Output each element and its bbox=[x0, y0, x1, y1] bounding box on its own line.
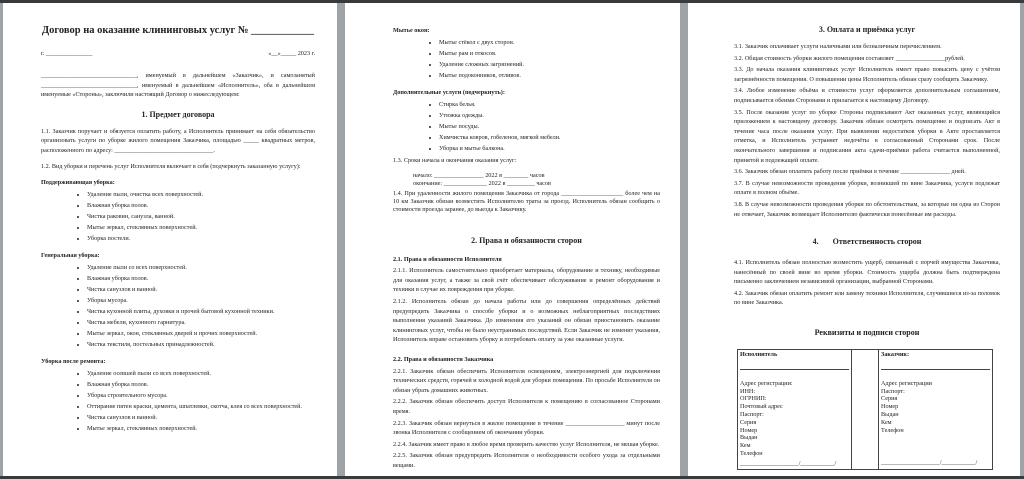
list-item: • Влажная уборка полов. bbox=[87, 273, 315, 284]
general-cleaning-list bbox=[41, 262, 315, 350]
executor-field: ИНН: bbox=[740, 387, 756, 395]
customer-field: Номер bbox=[881, 403, 899, 411]
list-item: • Мытье посуды. bbox=[439, 121, 660, 132]
support-cleaning-title: Поддерживающая уборка: bbox=[41, 179, 115, 187]
list-item: • Удаление сложных загрязнений. bbox=[439, 59, 660, 70]
support-cleaning-list bbox=[41, 189, 315, 244]
executor-field: Серия bbox=[740, 418, 757, 426]
clause-3-8: 3.8. В случае невозможности проведения уборки по обстоятельствам, за которые ни одна из Сторон не отвечает, Заказчик возмещает Исполнителю фактически понесённые им расходы. bbox=[734, 200, 1000, 218]
clause-3-6: 3.6. Заказчик обязан оплатить работу после приёмки в течение ________________ дней. bbox=[734, 168, 966, 176]
executor-field: Номер bbox=[740, 426, 758, 434]
list-item: • Стирка белья. bbox=[439, 99, 660, 110]
list-item: • Влажная уборка полов. bbox=[87, 379, 315, 390]
executor-cell bbox=[738, 350, 852, 470]
list-item: • Чистка кухонной плиты, духовки и прочей бытовой кухонной техники. bbox=[87, 306, 315, 317]
document-page-3 bbox=[688, 3, 1020, 476]
document-page-1 bbox=[3, 3, 337, 476]
list-item: • Чистка санузлов и ванной. bbox=[87, 412, 315, 423]
list-item: • Уборка и мытье балкона. bbox=[439, 143, 660, 154]
table-spacer bbox=[851, 350, 878, 470]
clause-2-2-2: 2.2.2. Заказчик обязан обеспечить доступ Исполнителя к помещению в согласованное Сторонами время. bbox=[393, 398, 660, 415]
section-1-heading: 1. Предмет договора bbox=[141, 109, 215, 119]
extra-services-list bbox=[393, 99, 660, 154]
list-item: • Удаление пыли, очистка всех поверхностей. bbox=[87, 189, 315, 200]
clause-1-3: 1.3. Сроки начала и окончания оказания услуг: bbox=[393, 157, 517, 164]
contract-title: Договор на оказание клининговых услуг № ____________ bbox=[41, 25, 315, 36]
clause-2-1-2: 2.1.2. Исполнитель обязан до начала работы или до совершения определённых действий предупредить Заказчика о способе уборки и о возможных неблагоприятных последствиях выполнения указаний Заказчика. До изменения его указаний он обязан приостановить оказание клининговых услуг, чтобы не было неустранимых последствий. Если Заказчик не изменит указания, Исполнитель вправе остановить уборку и потребовать оплату за уже оказанные услуги. bbox=[393, 297, 660, 344]
list-item: • Утюжка одежды. bbox=[439, 110, 660, 121]
clause-3-4: 3.4. Любое изменение объёма и стоимости услуг оформляется дополнительным соглашением, подписывается обеими Сторонами и прилагается к настоящему Договору. bbox=[734, 87, 1000, 104]
clause-2-2: 2.2. Права и обязанности Заказчика bbox=[393, 355, 494, 363]
requisites-heading: Реквизиты и подписи сторон bbox=[814, 328, 920, 338]
executor-signature-line: ___________________/___________/ bbox=[740, 459, 837, 467]
list-item: • Мытье подоконников, отливов. bbox=[439, 70, 660, 81]
repair-cleaning-title: Уборка после ремонта: bbox=[41, 358, 106, 366]
list-item: • Удаление осевшей пыли со всех поверхностей. bbox=[87, 368, 315, 379]
list-item: • Уборка строительного мусора. bbox=[87, 390, 315, 401]
list-item: • Чистка санузлов и ванной. bbox=[87, 284, 315, 295]
clause-4-1: 4.1. Исполнитель обязан полностью возместить ущерб, связанный с порчей имущества Заказчика, нанесённый по своей вине во время уборки. Стоимость ущерба должна быть подтверждена письменно заключением независимой организации, выбранной Сторонами. bbox=[734, 259, 1000, 286]
list-item: • Мытье стёкол с двух сторон. bbox=[439, 37, 660, 48]
clause-3-5: 3.5. После оказания услуг по уборке Стороны подписывают Акт оказанных услуг, являющийся приложением к настоящему договору. Заказчик обязан осмотреть помещение и подписать Акт в течение часа после оказания услуг. При выявлении недостатков уборки в Акте проставляется отметка, и Исполнитель устраняет недочёты в согласованный Сторонами срок. После окончательного завершения и подписания акта сдачи-приёмки работа считается выполненной, принятой и подлежащей оплате. bbox=[734, 108, 1000, 164]
spacer bbox=[881, 434, 990, 457]
list-item: • Чистка раковин, санузла, ванной. bbox=[87, 211, 315, 222]
start-time-field: начало: ________________ 2022 в ________ часов bbox=[413, 171, 545, 179]
list-item: • Оттирание пятен краски, цемента, шпатлевки, скотча, клея со всех поверхностей. bbox=[87, 401, 315, 412]
executor-field: Выдан bbox=[740, 434, 758, 442]
list-item: • Мытье зеркал, стеклянных поверхностей. bbox=[87, 222, 315, 233]
executor-name-line bbox=[740, 361, 849, 370]
list-item: • Мытье зеркал, окон, стеклянных дверей и прочих поверхностей. bbox=[87, 328, 315, 339]
customer-cell bbox=[879, 350, 993, 470]
executor-field: ОГРНИП: bbox=[740, 395, 767, 403]
customer-field: Серия bbox=[881, 395, 898, 403]
extra-services-title: Дополнительные услуги (подчеркнуть): bbox=[393, 89, 505, 96]
date-field: «__»_____ 2023 г. bbox=[268, 50, 315, 57]
customer-title: Заказчик: bbox=[881, 351, 910, 359]
executor-field: Паспорт: bbox=[740, 411, 764, 419]
executor-title: Исполнитель bbox=[740, 351, 778, 359]
customer-field: Выдан bbox=[881, 411, 899, 419]
customer-field: Паспорт: bbox=[881, 387, 905, 395]
clause-3-7: 3.7. В случае невозможности проведения уборки, возникшей по вине Заказчика, услуги подлежат оплате в полном объёме. bbox=[734, 179, 1000, 197]
place-date-row bbox=[41, 50, 315, 57]
customer-field: Кем bbox=[881, 418, 892, 426]
customer-signature-line: ___________________/___________/ bbox=[881, 459, 978, 467]
list-item: • Мытье зеркал, стеклянных поверхностей. bbox=[87, 423, 315, 434]
list-item: • Чистка мебели, кухонного гарнитура. bbox=[87, 317, 315, 328]
clause-1-2: 1.2. Вид уборки и перечень услуг Исполнителя включает в себя (подчеркнуть заказанную услугу): bbox=[41, 162, 301, 170]
clause-1-4: 1.4. При удаленности жилого помещения Заказчика от города ____________________ более чем на 10 км Заказчик обязан возместить Исполнителю траты за проезд. Исполнитель обязан сообщить о стоимости проезда заранее, до выезда к Заказчику. bbox=[393, 189, 660, 213]
clause-1-1: 1.1. Заказчик поручает и обязуется оплатить работу, а Исполнитель принимает на себя обязательство организовать услуги по уборке жилого помещения Заказчика, площадью _____ квадратных метров, расположенного по адресу: ________________________________. bbox=[41, 127, 315, 154]
clause-4-2: 4.2. Заказчик обязан оплатить ремонт или замену техники Исполнителя, случившиеся из-за поломок по вине Заказчика. bbox=[734, 289, 1000, 307]
city-field: г. _______________ bbox=[41, 50, 93, 57]
clause-3-2: 3.2. Общая стоимость уборки жилого помещения составляет ________________рублей. bbox=[734, 54, 965, 62]
executor-field: Телефон bbox=[740, 450, 763, 458]
clause-2-2-5: 2.2.5. Заказчик обязан предупредить Исполнителя о необходимости особого ухода за отдельными вещами. bbox=[393, 452, 660, 469]
section-4-heading: 4. Ответственность сторон bbox=[812, 237, 922, 247]
section-2-heading: 2. Права и обязанности сторон bbox=[471, 235, 582, 245]
list-item: • Уборка постели. bbox=[87, 233, 315, 244]
repair-cleaning-list bbox=[41, 368, 315, 434]
clause-3-1: 3.1. Заказчик оплачивает услуги наличными или безналичным перечислением. bbox=[734, 43, 942, 50]
end-time-field: окончание: ______________ 2022 в _________ часов bbox=[413, 179, 551, 187]
document-page-2 bbox=[345, 3, 680, 476]
list-item: • Мытье рам и откосов. bbox=[439, 48, 660, 59]
list-item: • Влажная уборка полов. bbox=[87, 200, 315, 211]
list-item: • Уборка мусора. bbox=[87, 295, 315, 306]
executor-field: Почтовый адрес bbox=[740, 403, 783, 411]
intro-paragraph: _______________________________, именуемый в дальнейшем «Заказчик», и самозанятый _______________________________, именуемый в дальнейшем «Исполнитель», оба в дальнейшем именуемые «Стороны», заключили настоящий Договор о нижеследующем: bbox=[41, 72, 315, 99]
customer-field: Телефон bbox=[881, 426, 904, 434]
clause-2-1-1: 2.1.1. Исполнитель самостоятельно приобретает материалы, оборудование и технику, необходимые для оказания услуг, а также за свой счёт обеспечивает обслуживание и ремонт оборудования и техники в случае их повреждения при уборке. bbox=[393, 267, 660, 294]
list-item: • Чистка текстиля, постельных принадлежностей. bbox=[87, 339, 315, 350]
customer-field: Адрес регистрации bbox=[881, 379, 932, 387]
clause-3-3: 3.3. До начала оказания клининговых услуг Исполнитель имеет право повысить цену с учётом загрязнённости помещения. О повышении цены Исполнитель обязан сразу сообщить Заказчику. bbox=[734, 66, 1000, 83]
customer-name-line bbox=[881, 361, 990, 370]
windows-title: Мытье окон: bbox=[393, 27, 430, 34]
clause-2-2-4: 2.2.4. Заказчик имеет право в любое время проверить качество услуг Исполнителя, не мешая уборке. bbox=[393, 440, 660, 448]
executor-field: Адрес регистрации: bbox=[740, 379, 793, 387]
list-item: • Удаление пыли со всех поверхностей. bbox=[87, 262, 315, 273]
clause-2-2-1: 2.2.1. Заказчик обязан обеспечить Исполнителя освещением, электроэнергией для подключения технических средств, горячей и холодной водой для уборки помещения. По просьбе Исполнителя он обязан убрать домашних животных. bbox=[393, 367, 660, 394]
clause-2-1: 2.1. Права и обязанности Исполнителя bbox=[393, 255, 502, 263]
windows-list bbox=[393, 37, 660, 81]
executor-field: Кем bbox=[740, 442, 751, 450]
requisites-table bbox=[737, 349, 993, 470]
clause-2-2-3: 2.2.3. Заказчик обязан вернуться в жилое помещение в течение ___________________ минут после звонка Исполнителя с сообщением об окончании уборки. bbox=[393, 419, 660, 437]
general-cleaning-title: Генеральная уборка: bbox=[41, 252, 100, 260]
list-item: • Химчистка ковров, гобеленов, мягкой мебели. bbox=[439, 132, 660, 143]
section-3-heading: 3. Оплата и приёмка услуг bbox=[818, 25, 916, 34]
